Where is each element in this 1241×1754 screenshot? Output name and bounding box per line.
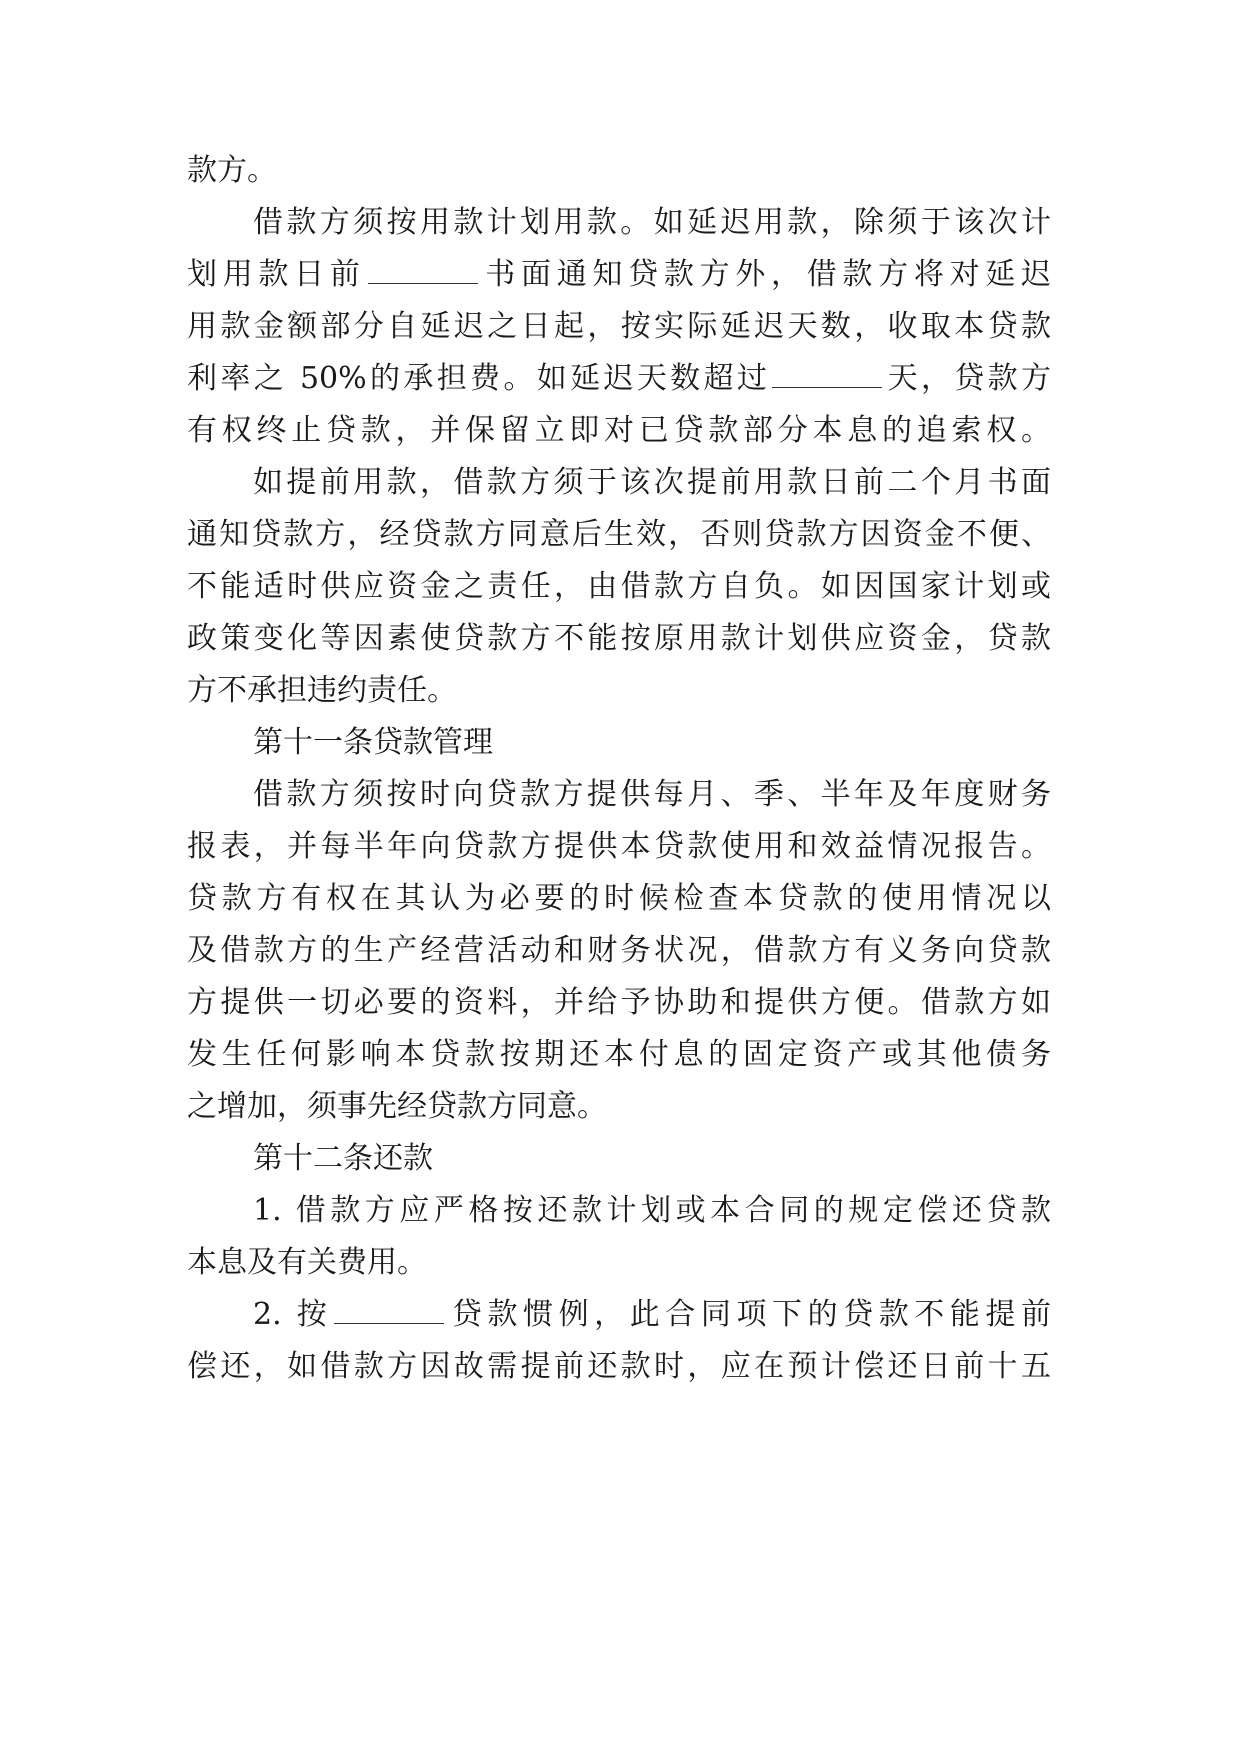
text-line: 及借款方的生产经营活动和财务状况，借款方有义务向贷款 bbox=[187, 933, 1051, 968]
text-line: 用款金额部分自延迟之日起，按实际延迟天数，收取本贷款 bbox=[187, 309, 1051, 344]
text-line: 借款方须按用款计划用款。如延迟用款，除须于该次计 bbox=[253, 205, 1051, 240]
text-segment: 天，贷款方 bbox=[884, 361, 1052, 396]
text-line: 如提前用款，借款方须于该次提前用款日前二个月书面 bbox=[253, 465, 1051, 500]
text-line: 报表，并每半年向贷款方提供本贷款使用和效益情况报告。 bbox=[187, 829, 1051, 864]
text-line: 1. 借款方应严格按还款计划或本合同的规定偿还贷款 bbox=[253, 1193, 1051, 1228]
text-line: 方提供一切必要的资料，并给予协助和提供方便。借款方如 bbox=[187, 985, 1051, 1020]
fill-in-blank bbox=[772, 357, 882, 388]
text-segment: 2. 按 bbox=[253, 1297, 333, 1332]
text-line: 方不承担违约责任。 bbox=[187, 673, 457, 708]
text-line: 款方。 bbox=[187, 153, 277, 188]
text-line: 不能适时供应资金之责任，由借款方自负。如因国家计划或 bbox=[187, 569, 1051, 604]
text-segment: 贷款惯例，此合同项下的贷款不能提前 bbox=[446, 1297, 1052, 1332]
text-line: 通知贷款方，经贷款方同意后生效，否则贷款方因资金不便、 bbox=[187, 517, 1051, 552]
text-line: 之增加，须事先经贷款方同意。 bbox=[187, 1089, 607, 1124]
text-line: 偿还，如借款方因故需提前还款时，应在预计偿还日前十五 bbox=[187, 1349, 1051, 1384]
fill-in-blank bbox=[368, 253, 478, 284]
text-line: 借款方须按时向贷款方提供每月、季、半年及年度财务 bbox=[253, 777, 1051, 812]
text-line: 贷款方有权在其认为必要的时候检查本贷款的使用情况以 bbox=[187, 881, 1051, 916]
section-heading: 第十一条贷款管理 bbox=[253, 725, 493, 760]
text-line: 本息及有关费用。 bbox=[187, 1245, 427, 1280]
text-line bbox=[187, 357, 1051, 401]
section-heading: 第十二条还款 bbox=[253, 1141, 433, 1176]
text-segment: 利率之 50%的承担费。如延迟天数超过 bbox=[187, 361, 771, 396]
text-line: 政策变化等因素使贷款方不能按原用款计划供应资金，贷款 bbox=[187, 621, 1051, 656]
fill-in-blank bbox=[334, 1293, 444, 1324]
text-line: 有权终止贷款，并保留立即对已贷款部分本息的追索权。 bbox=[187, 413, 1051, 448]
text-line bbox=[253, 1293, 1051, 1337]
text-segment: 书面通知贷款方外，借款方将对延迟 bbox=[479, 257, 1052, 292]
text-line bbox=[187, 253, 1051, 297]
text-segment: 划用款日前 bbox=[187, 257, 366, 292]
text-line: 发生任何影响本贷款按期还本付息的固定资产或其他债务 bbox=[187, 1037, 1051, 1072]
